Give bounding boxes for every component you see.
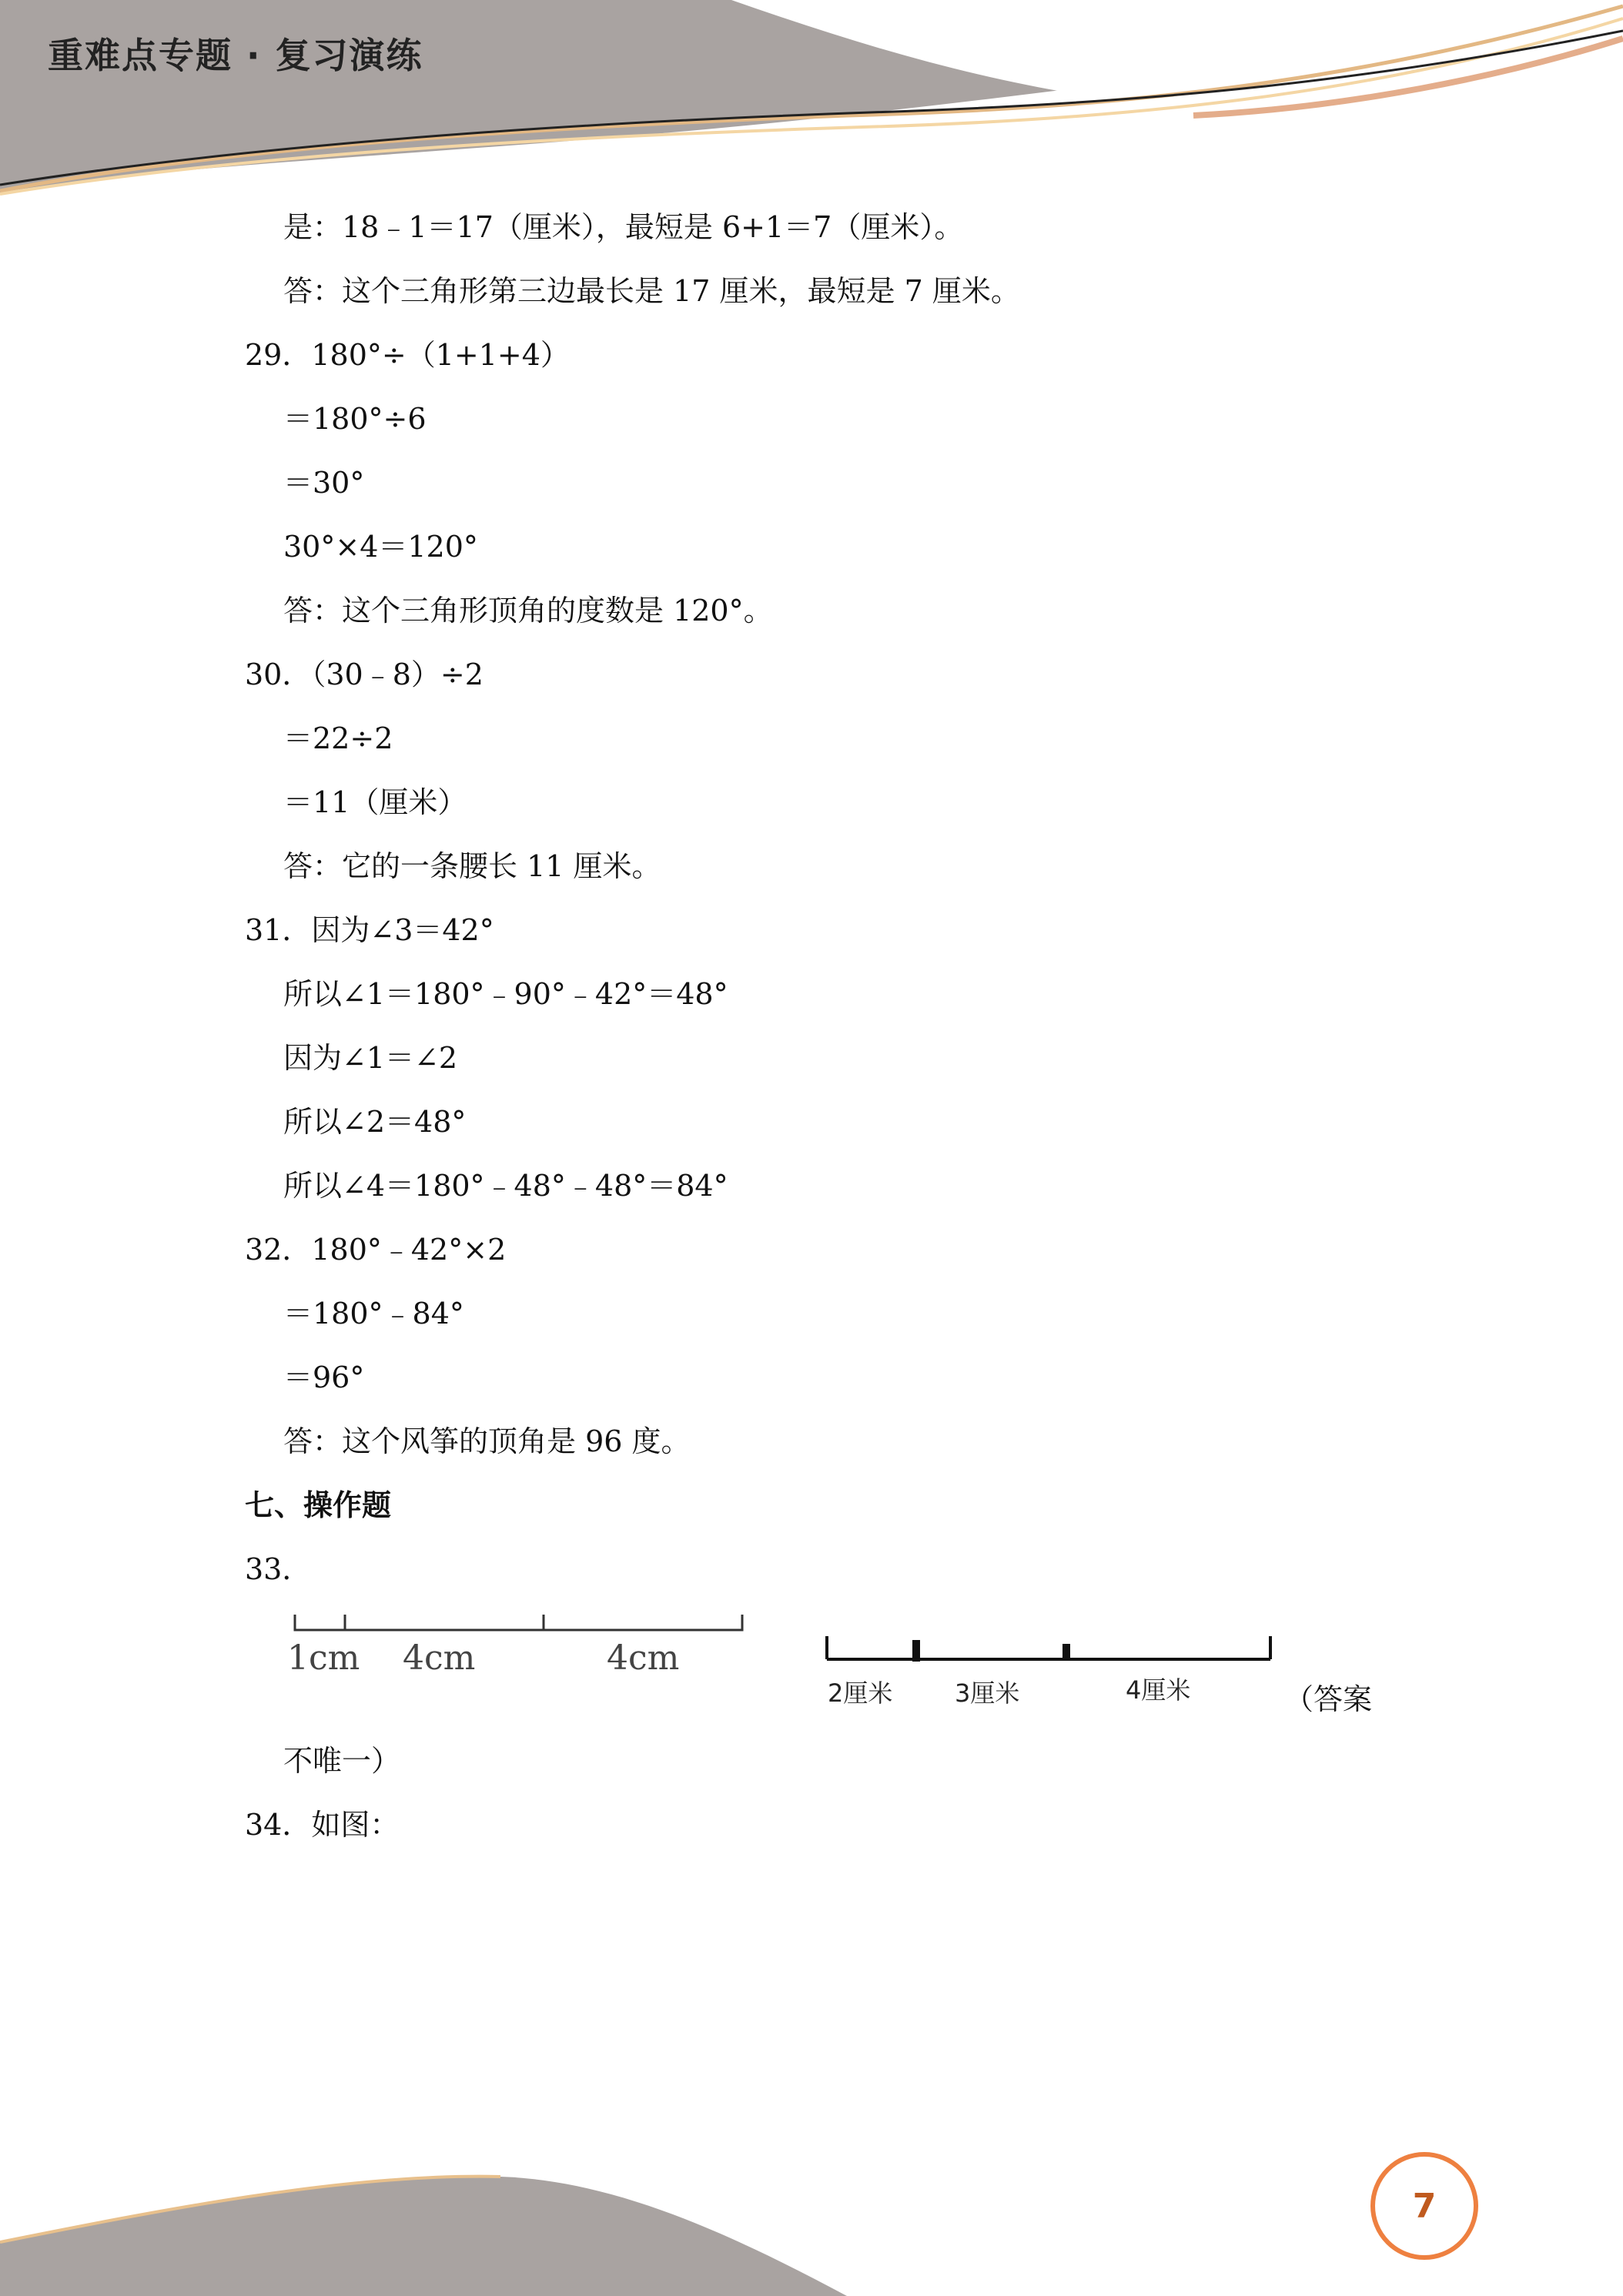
question-31: 31．因为∠3＝42° <box>245 913 494 947</box>
tick-mark <box>1062 1644 1070 1661</box>
text-line: ＝180°﹣84° <box>283 1297 464 1330</box>
text-line: ＝11（厘米） <box>283 785 467 819</box>
text-line: ＝30° <box>283 466 365 500</box>
question-30: 30．（30﹣8）÷2 <box>245 658 484 691</box>
text-line: 答：它的一条腰长 11 厘米。 <box>283 849 661 883</box>
label-4cm: 4cm <box>607 1638 680 1678</box>
text-line: 所以∠2＝48° <box>283 1105 467 1139</box>
segment-diagram-limi <box>816 1625 1278 1713</box>
label-4cm: 4cm <box>403 1638 476 1678</box>
text-line: 答：这个三角形顶角的度数是 120°。 <box>283 594 773 628</box>
text-line: ＝180°÷6 <box>283 402 427 436</box>
question-32: 32．180°﹣42°×2 <box>245 1233 507 1267</box>
question-33: 33． <box>245 1552 312 1586</box>
brace-4cm-a <box>345 1615 544 1630</box>
brace-1cm <box>295 1615 345 1630</box>
segment-diagram-cm <box>283 1605 761 1690</box>
section-heading: 七、操作题 <box>245 1488 392 1522</box>
question-34: 34．如图： <box>245 1808 400 1842</box>
text-line: 是：18﹣1＝17（厘米），最短是 6+1＝7（厘米）。 <box>283 210 964 244</box>
text-line: 所以∠4＝180°﹣48°﹣48°＝84° <box>283 1169 728 1203</box>
text-line: 所以∠1＝180°﹣90°﹣42°＝48° <box>283 977 728 1011</box>
label-4limi: 4厘米 <box>1126 1675 1191 1705</box>
brace-4cm-b <box>544 1615 742 1630</box>
label-2limi: 2厘米 <box>828 1678 893 1708</box>
text-line: 不唯一） <box>283 1744 401 1778</box>
text-line: ＝22÷2 <box>283 721 393 755</box>
text-line: （答案 <box>1284 1682 1373 1716</box>
question-29: 29．180°÷（1+1+4） <box>245 338 570 372</box>
label-1cm: 1cm <box>287 1638 360 1678</box>
page-number: 7 <box>1370 2152 1478 2260</box>
text-line: 答：这个风筝的顶角是 96 度。 <box>283 1424 691 1458</box>
text-line: 因为∠1＝∠2 <box>283 1041 458 1075</box>
text-line: 答：这个三角形第三边最长是 17 厘米，最短是 7 厘米。 <box>283 274 1020 308</box>
text-line: ＝96° <box>283 1361 365 1394</box>
tick-mark <box>912 1640 920 1662</box>
label-3limi: 3厘米 <box>955 1678 1020 1708</box>
header-title: 重难点专题 · 复习演练 <box>48 35 423 76</box>
text-line: 30°×4＝120° <box>283 530 478 564</box>
